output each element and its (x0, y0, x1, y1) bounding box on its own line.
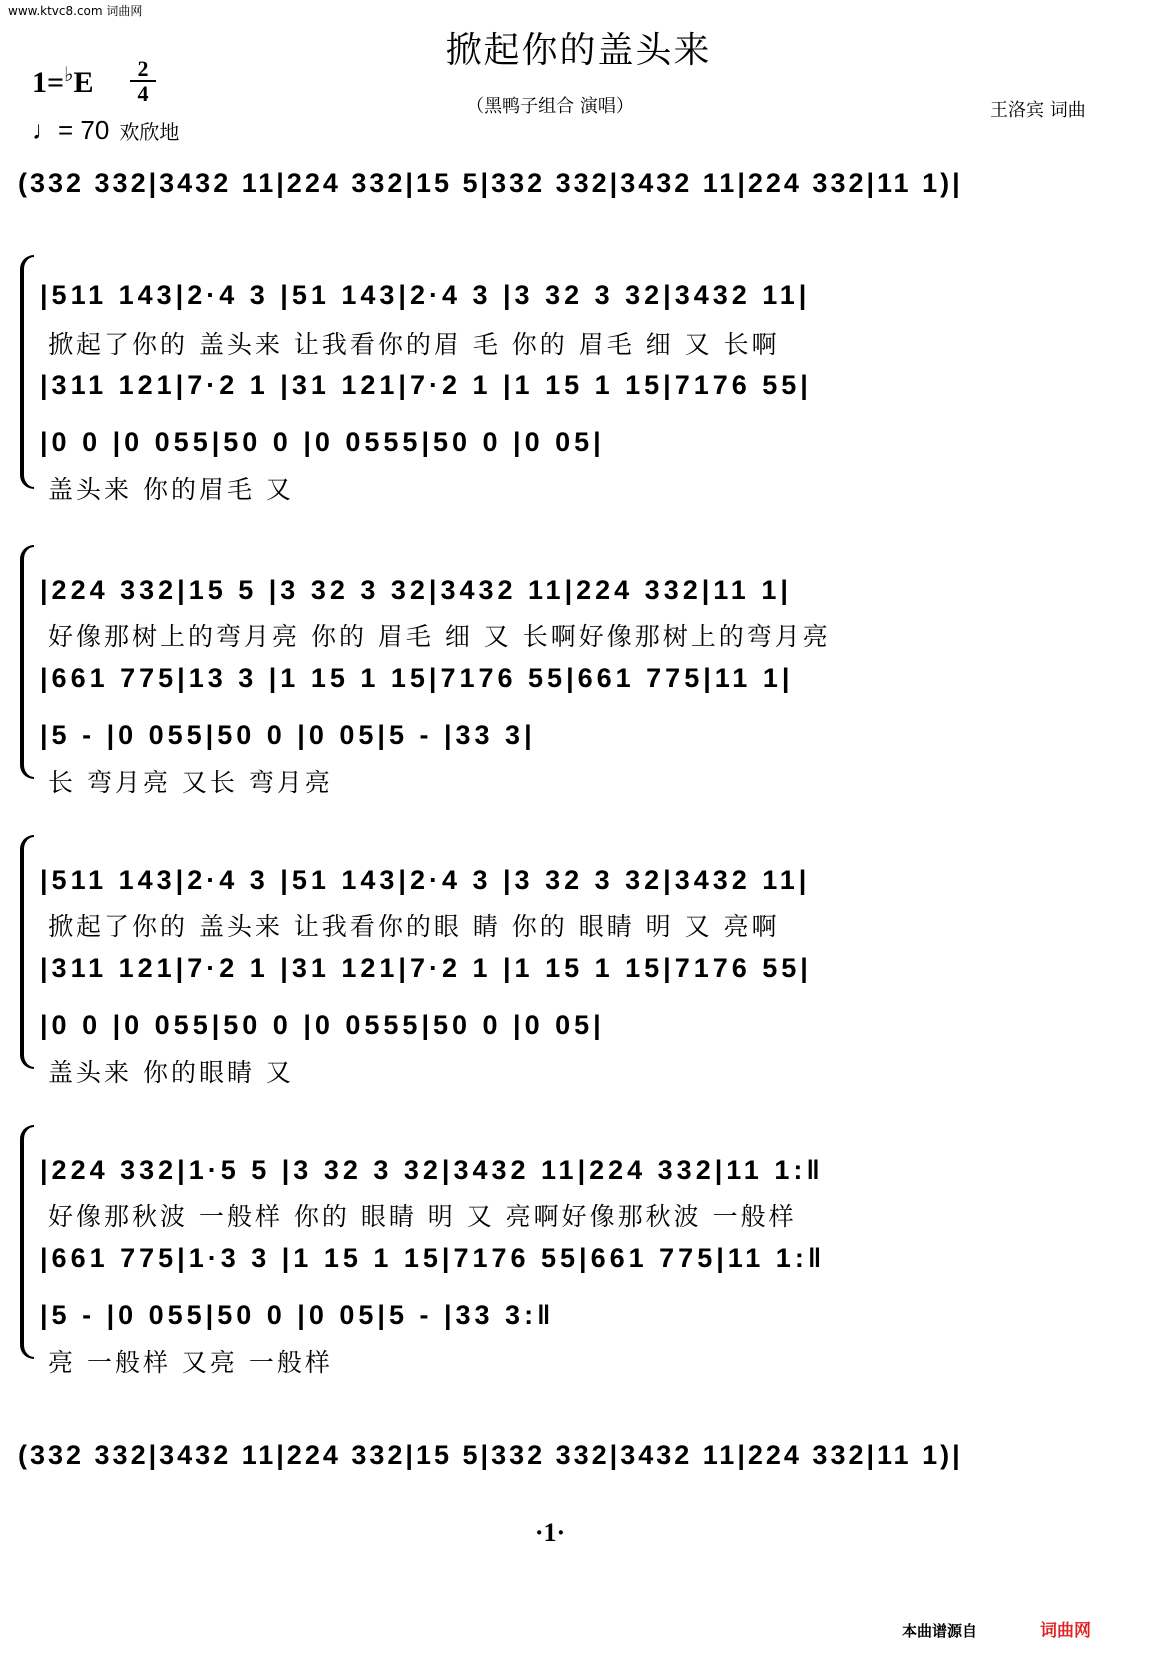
flat-symbol: ♭ (64, 64, 74, 86)
system-brace (20, 1125, 34, 1359)
lyric-line: 好像那树上的弯月亮 你的 眉毛 细 又 长啊好像那树上的弯月亮 (48, 622, 831, 651)
harmony-line: |311 121|7·2 1 |31 121|7·2 1 |1 15 1 15|7176 55| (40, 953, 812, 983)
quarter-note-icon: ♩ (32, 115, 58, 145)
bass-line: |5 - |0 055|50 0 |0 05|5 - |33 3| (40, 720, 536, 750)
performer-credit: （黑鸭子组合 演唱） (466, 96, 634, 117)
key-signature (32, 62, 94, 100)
page-number: ·1· (534, 1518, 566, 1547)
bass-lyric-line: 盖头来 你的眉毛 又 (48, 475, 294, 504)
melody-line: |224 332|15 5 |3 32 3 32|3432 11|224 332|11 1| (40, 575, 792, 605)
bass-lyric-line: 亮 一般样 又亮 一般样 (48, 1348, 333, 1377)
site-logo[interactable]: 词曲网 (1040, 1621, 1091, 1641)
site-watermark: www.ktvc8.com 词曲网 (8, 4, 143, 18)
harmony-line: |661 775|1·3 3 |1 15 1 15|7176 55|661 775|11 1:‖ (40, 1243, 826, 1273)
composer-credit: 王洛宾 词曲 (990, 100, 1086, 121)
key-prefix: 1= (32, 66, 65, 99)
system-brace (20, 835, 34, 1069)
outro-line: (332 332|3432 11|224 332|15 5|332 332|3432 11|224 332|11 1)| (18, 1440, 963, 1470)
bass-line: |5 - |0 055|50 0 |0 05|5 - |33 3:‖ (40, 1300, 555, 1330)
bass-line: |0 0 |0 055|50 0 |0 0555|50 0 |0 05| (40, 1010, 605, 1040)
bass-lyric-line: 长 弯月亮 又长 弯月亮 (48, 768, 333, 797)
bass-lyric-line: 盖头来 你的眼睛 又 (48, 1058, 294, 1087)
time-signature (130, 58, 156, 104)
time-bottom: 4 (137, 81, 149, 106)
time-top: 2 (137, 56, 149, 81)
lyric-line: 掀起了你的 盖头来 让我看你的眼 睛 你的 眼睛 明 又 亮啊 (48, 912, 780, 941)
bass-line: |0 0 |0 055|50 0 |0 0555|50 0 |0 05| (40, 427, 605, 457)
tempo-value: = 70 (58, 115, 110, 145)
intro-line: (332 332|3432 11|224 332|15 5|332 332|3432 11|224 332|11 1)| (18, 168, 963, 198)
song-title: 掀起你的盖头来 (445, 30, 712, 71)
harmony-line: |661 775|13 3 |1 15 1 15|7176 55|661 775|11 1| (40, 663, 794, 693)
melody-line: |511 143|2·4 3 |51 143|2·4 3 |3 32 3 32|3432 11| (40, 865, 811, 895)
tempo-marking (32, 115, 179, 146)
expression-mark: 欢欣地 (119, 120, 180, 144)
melody-line: |511 143|2·4 3 |51 143|2·4 3 |3 32 3 32|3432 11| (40, 280, 811, 310)
system-brace (20, 545, 34, 779)
system-brace (20, 255, 34, 489)
source-label: 本曲谱源自 (902, 1622, 978, 1640)
lyric-line: 好像那秋波 一般样 你的 眼睛 明 又 亮啊好像那秋波 一般样 (48, 1202, 797, 1231)
key-letter: E (73, 66, 94, 99)
melody-line: |224 332|1·5 5 |3 32 3 32|3432 11|224 332|11 1:‖ (40, 1155, 824, 1185)
harmony-line: |311 121|7·2 1 |31 121|7·2 1 |1 15 1 15|7176 55| (40, 370, 812, 400)
lyric-line: 掀起了你的 盖头来 让我看你的眉 毛 你的 眉毛 细 又 长啊 (48, 330, 780, 359)
